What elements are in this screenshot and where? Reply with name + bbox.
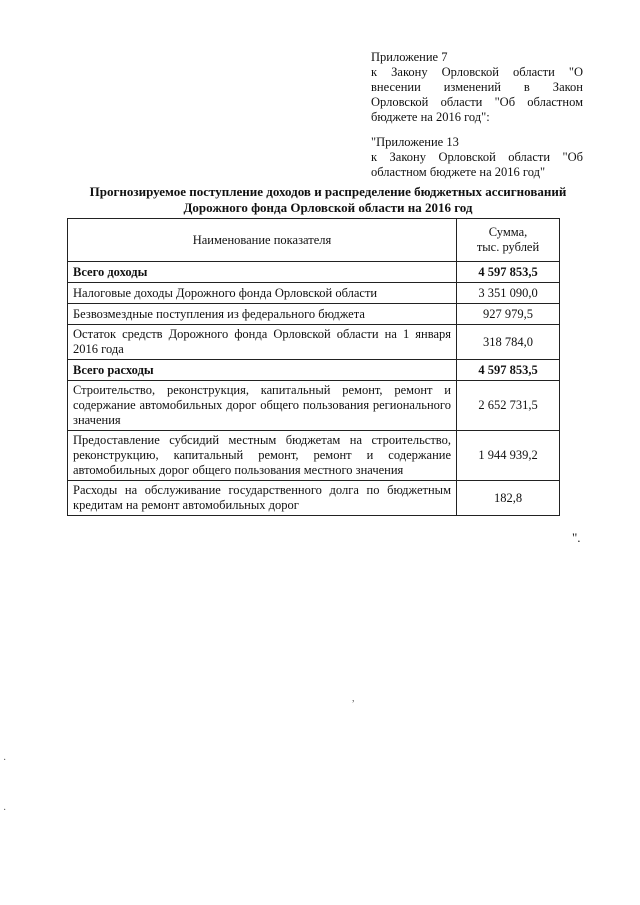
table-row (68, 360, 560, 381)
row-value: 182,8 (457, 481, 560, 516)
header-name: Наименование показателя (68, 219, 457, 262)
closing-quote-mark: ". (572, 530, 581, 545)
table-row (68, 381, 560, 431)
row-value: 2 652 731,5 (457, 381, 560, 431)
table-row (68, 283, 560, 304)
row-name: Налоговые доходы Дорожного фонда Орловской области (68, 283, 457, 304)
row-value: 318 784,0 (457, 325, 560, 360)
title-line-2: Дорожного фонда Орловской области на 2016 год (183, 200, 473, 215)
appendix-line: Орловской области "Об областном (371, 95, 583, 109)
row-value: 1 944 939,2 (457, 431, 560, 481)
row-value: 927 979,5 (457, 304, 560, 325)
header-sum-line-1: Сумма, (488, 225, 528, 239)
page-title (60, 184, 596, 216)
row-name: Расходы на обслуживание государственного долга по бюджетным кредитам на ремонт автомобильных дорог (68, 481, 457, 516)
table-row (68, 325, 560, 360)
row-value: 3 351 090,0 (457, 283, 560, 304)
scan-speck: · (3, 805, 7, 816)
header-sum-line-2: тыс. рублей (476, 240, 540, 254)
row-name: Всего расходы (68, 360, 457, 381)
appendix-header (371, 50, 583, 180)
header-sum (457, 219, 560, 262)
appendix-line: к Закону Орловской области "О (371, 65, 583, 79)
table-header-row (68, 219, 560, 262)
row-name: Строительство, реконструкция, капитальный ремонт, ремонт и содержание автомобильных дорог общего пользования регионального значения (68, 381, 457, 431)
appendix-line: областном бюджете на 2016 год" (371, 165, 546, 179)
budget-table (67, 218, 560, 516)
row-value: 4 597 853,5 (457, 262, 560, 283)
title-line-1: Прогнозируемое поступление доходов и распределение бюджетных ассигнований (89, 184, 567, 199)
appendix-line: бюджете на 2016 год": (371, 110, 490, 124)
table-row (68, 262, 560, 283)
table-row (68, 304, 560, 325)
scan-speck: · (3, 755, 7, 766)
scan-speck: , (352, 693, 355, 704)
appendix-line: Приложение 7 (371, 50, 448, 64)
table-row (68, 481, 560, 516)
row-name: Предоставление субсидий местным бюджетам на строительство, реконструкцию, капитальный ремонт, ремонт и содержание автомобильных дорог общего пользования местного значения (68, 431, 457, 481)
appendix-line: к Закону Орловской области "Об (371, 150, 583, 164)
row-name: Всего доходы (68, 262, 457, 283)
table-row (68, 431, 560, 481)
row-name: Остаток средств Дорожного фонда Орловской области на 1 января 2016 года (68, 325, 457, 360)
row-name: Безвозмездные поступления из федерального бюджета (68, 304, 457, 325)
appendix-line: "Приложение 13 (371, 135, 459, 149)
row-value: 4 597 853,5 (457, 360, 560, 381)
appendix-line: внесении изменений в Закон (371, 80, 583, 94)
